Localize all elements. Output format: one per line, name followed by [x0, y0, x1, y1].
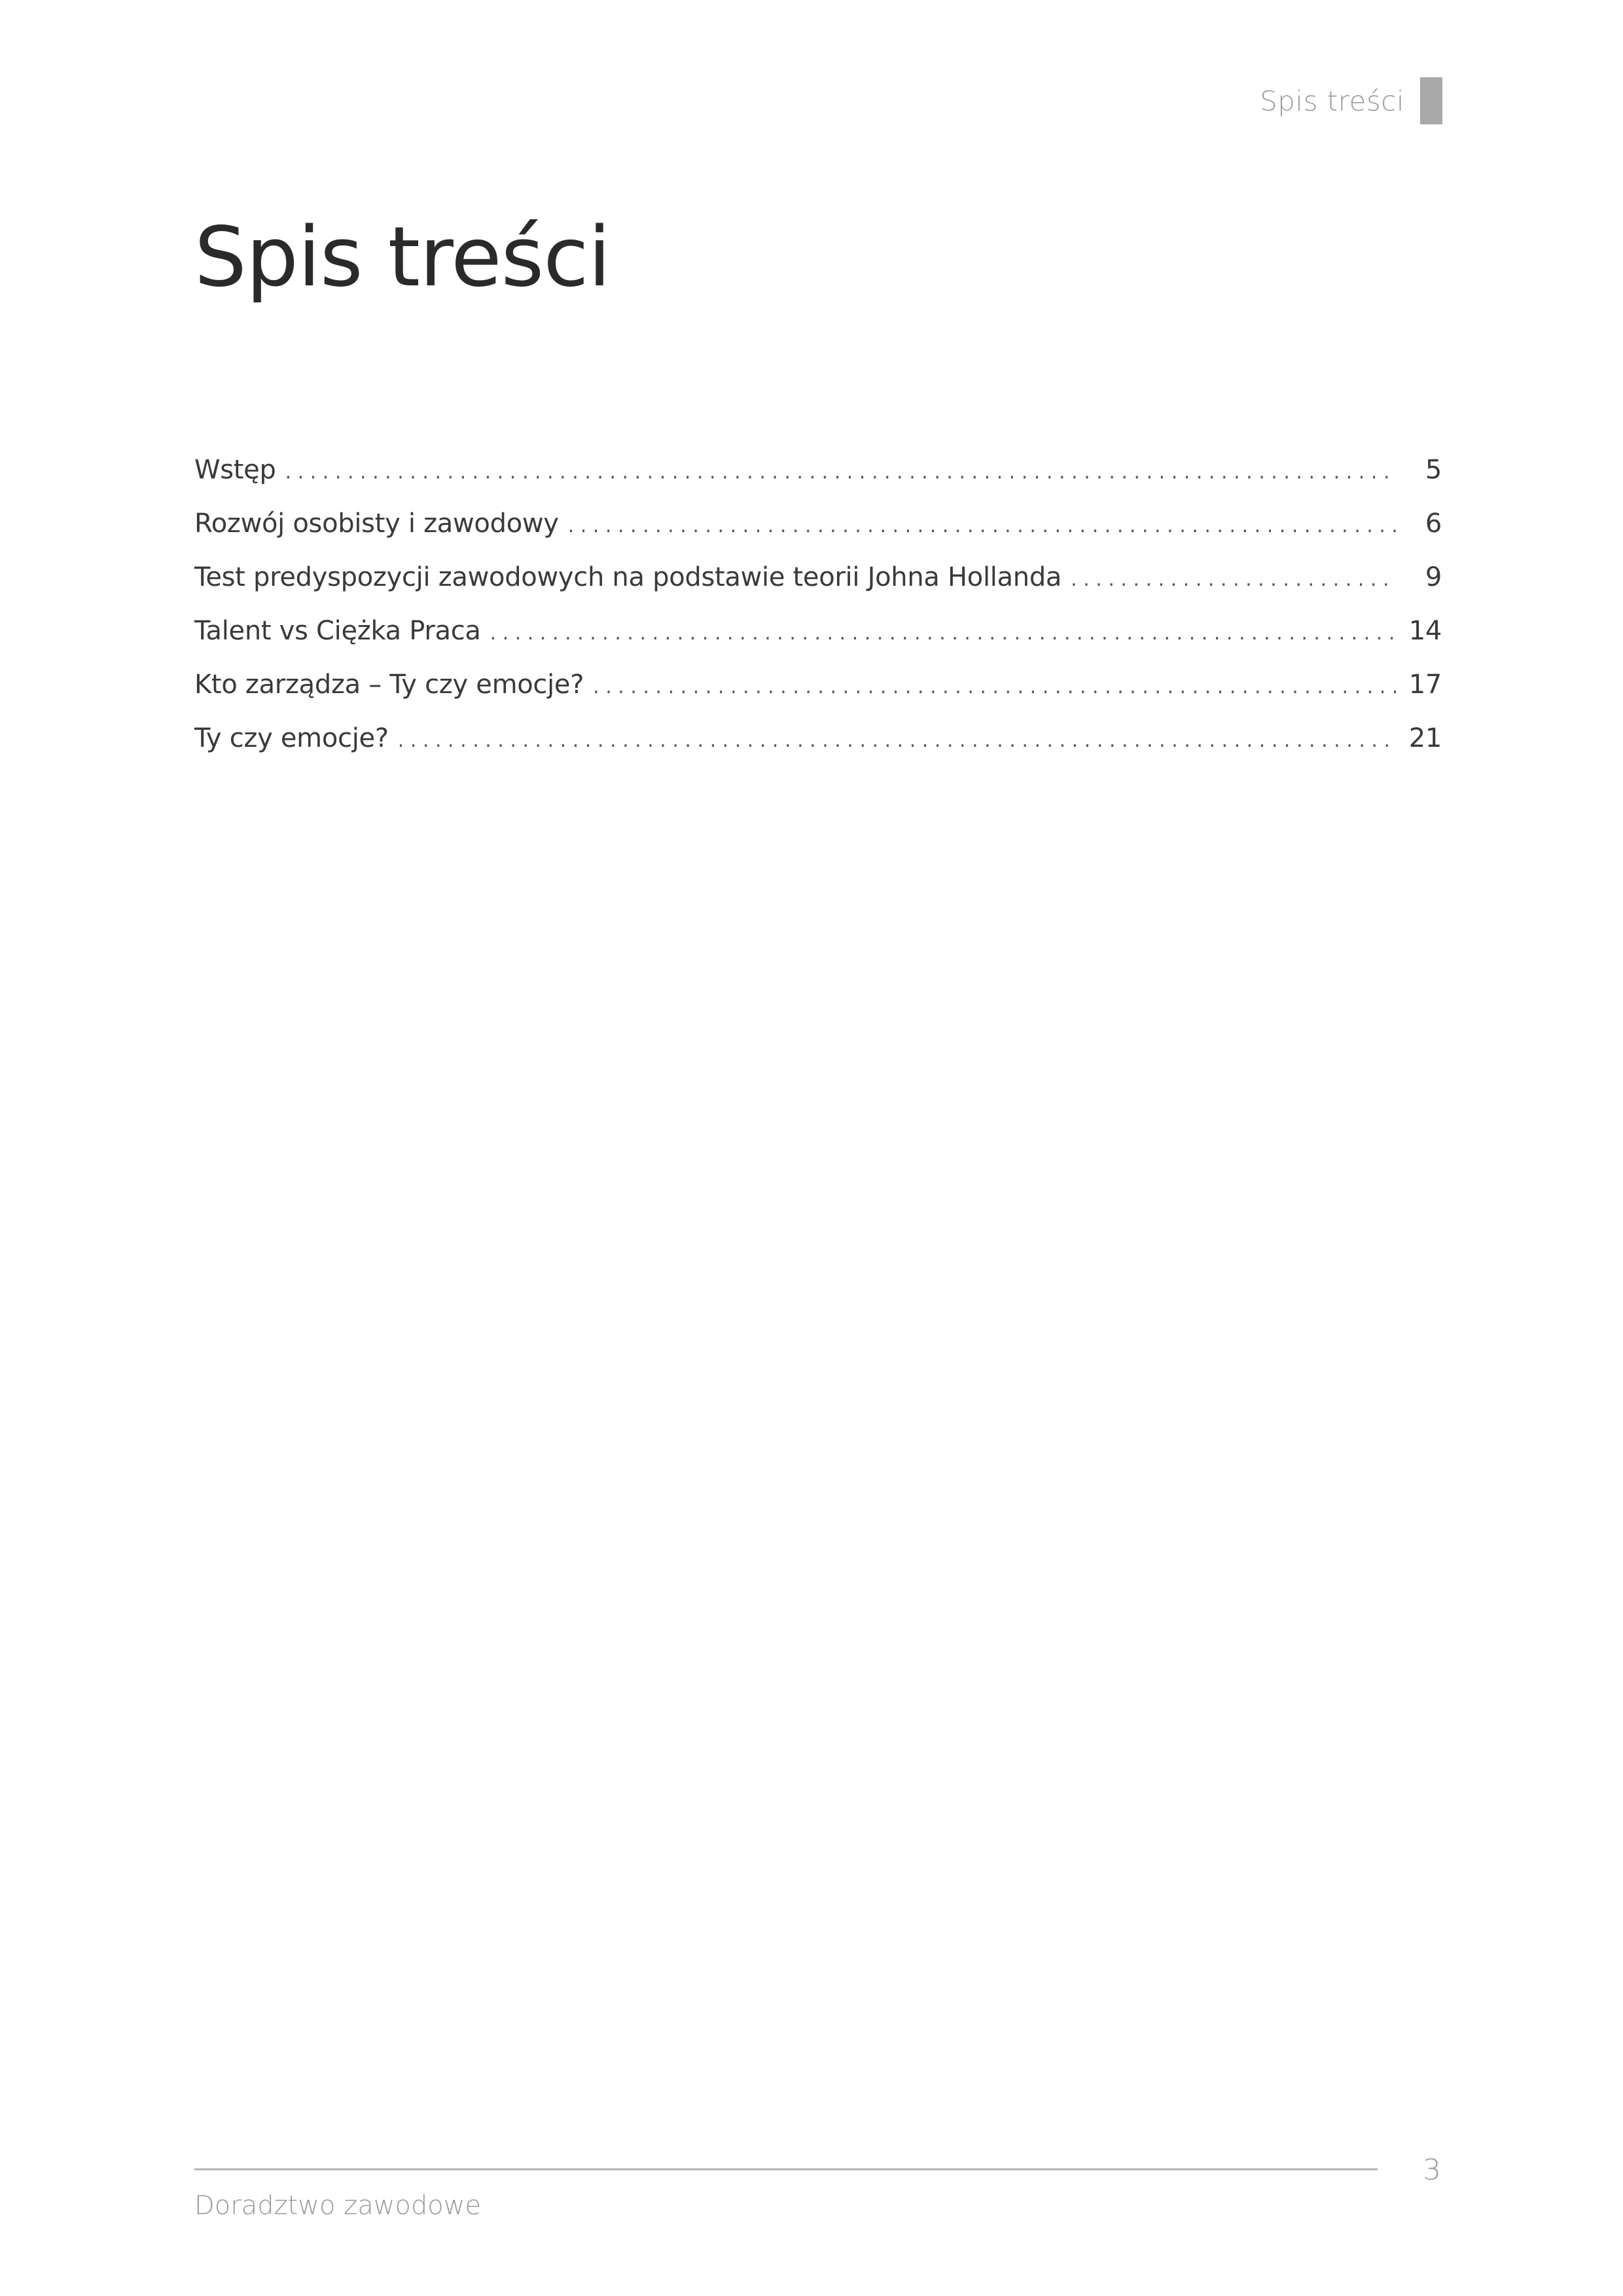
- running-header-marker: [1420, 77, 1442, 124]
- toc-entry[interactable]: [194, 562, 1442, 616]
- toc-entry[interactable]: [194, 455, 1442, 509]
- toc-dot-leader: [593, 675, 1396, 698]
- toc-entry[interactable]: [194, 616, 1442, 670]
- table-of-contents: [194, 455, 1442, 777]
- toc-entry-title: Rozwój osobisty i zawodowy: [194, 509, 559, 539]
- toc-entry-title: Kto zarządza – Ty czy emocje?: [194, 670, 584, 700]
- toc-entry-page: 6: [1425, 509, 1442, 539]
- footer-publication-name: Doradztwo zawodowe: [194, 2191, 482, 2221]
- toc-dot-leader: [398, 729, 1396, 752]
- page-title: Spis treści: [194, 209, 611, 305]
- toc-entry-page: 5: [1425, 455, 1442, 485]
- running-header-title: Spis treści: [1259, 84, 1404, 117]
- toc-dot-leader: [1071, 568, 1396, 591]
- toc-dot-leader: [490, 622, 1396, 645]
- toc-entry[interactable]: [194, 670, 1442, 723]
- toc-entry-title: Test predyspozycji zawodowych na podstawie teorii Johna Hollanda: [194, 562, 1062, 592]
- footer-rule: [194, 2168, 1378, 2170]
- toc-entry[interactable]: [194, 509, 1442, 562]
- toc-entry-page: 17: [1408, 670, 1442, 700]
- page-number: 3: [1423, 2153, 1441, 2187]
- toc-entry-page: 14: [1408, 616, 1442, 646]
- toc-entry-page: 21: [1408, 723, 1442, 753]
- toc-entry[interactable]: [194, 723, 1442, 777]
- toc-dot-leader: [285, 461, 1396, 484]
- toc-entry-title: Ty czy emocje?: [194, 723, 389, 753]
- toc-entry-page: 9: [1425, 562, 1442, 592]
- running-header: [1260, 77, 1442, 124]
- toc-entry-title: Wstęp: [194, 455, 276, 485]
- toc-entry-title: Talent vs Ciężka Praca: [194, 616, 481, 646]
- toc-dot-leader: [568, 514, 1396, 537]
